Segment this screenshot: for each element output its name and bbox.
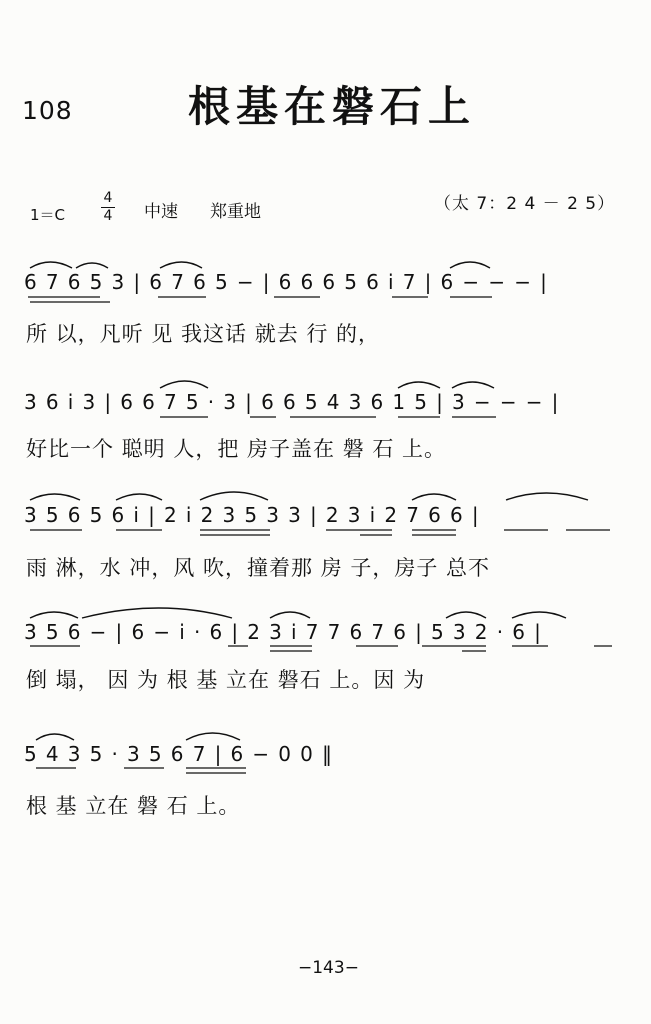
notes-line-2: 3 6 i 3 | 6 6 7 5 · 3 | 6 6 5 4 3 6 1 5 | 3 − − − | bbox=[24, 390, 560, 414]
key-signature: 1＝C bbox=[30, 206, 66, 224]
notes-line-1: 6 7 6 5 3 | 6 7 6 5 − | 6 6 6 5 6 i 7 | 6 − − − | bbox=[24, 270, 549, 294]
time-signature-top: 4 bbox=[103, 190, 113, 206]
lyrics-line-5: 根 基 立在 磐 石 上。 bbox=[26, 794, 241, 818]
lyrics-line-3: 雨 淋，水 冲，风 吹，撞着那 房 子，房子 总不 bbox=[26, 556, 491, 580]
notes-line-5: 5 4 3 5 · 3 5 6 7 | 6 − 0 0 ‖ bbox=[24, 742, 334, 766]
lyrics-line-2: 好比一个 聪明 人，把 房子盖在 磐 石 上。 bbox=[26, 437, 447, 461]
lyrics-line-4: 倒 塌， 因 为 根 基 立在 磐石 上。因 为 bbox=[26, 668, 426, 692]
lyrics-line-1: 所 以，凡听 见 我这话 就去 行 的， bbox=[26, 322, 381, 346]
notes-line-4: 3 5 6 − | 6 − i · 6 | 2 3 i 7 7 6 7 6 | 5 3 2 · 6 | bbox=[24, 620, 543, 644]
notes-line-3: 3 5 6 5 6 i | 2 i 2 3 5 3 3 | 2 3 i 2 7 6 6 | bbox=[24, 503, 481, 527]
scripture-reference: （太 7：2 4 － 2 5） bbox=[434, 194, 616, 214]
song-number: 108 bbox=[22, 96, 73, 125]
expression-marking: 郑重地 bbox=[210, 202, 261, 222]
time-signature bbox=[100, 190, 116, 225]
page-number: −143− bbox=[298, 958, 359, 978]
time-signature-bottom: 4 bbox=[103, 208, 113, 224]
tempo-marking: 中速 bbox=[144, 202, 178, 222]
song-title: 根基在磐石上 bbox=[188, 82, 477, 131]
